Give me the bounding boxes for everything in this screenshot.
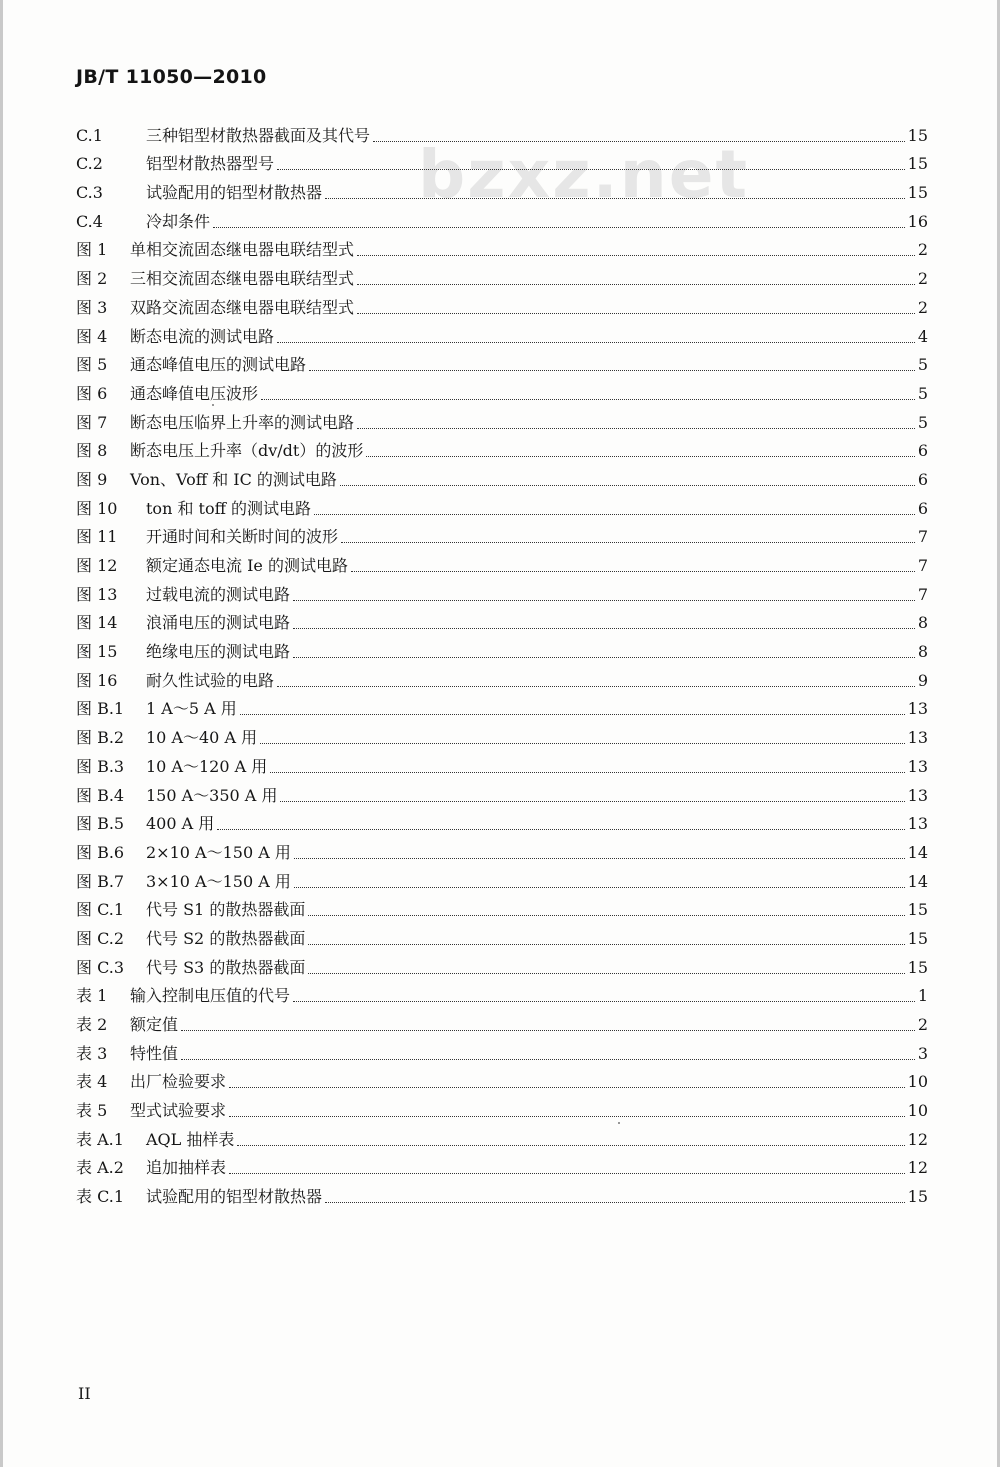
toc-entry — [76, 777, 928, 806]
toc-entry-label: 图 13 — [76, 584, 118, 604]
toc-entry-title: 开通时间和关断时间的波形 — [146, 527, 339, 547]
toc-entry-label: C.2 — [76, 154, 103, 174]
dot-leader — [308, 944, 904, 945]
toc-entry-label: 图 16 — [76, 670, 118, 690]
toc-entry-page: 13 — [907, 728, 928, 748]
toc-entry — [76, 146, 928, 175]
toc-entry-page: 4 — [917, 326, 928, 346]
scan-speck — [212, 404, 214, 406]
toc-entry — [76, 433, 928, 462]
dot-leader — [229, 1116, 905, 1117]
dot-leader — [325, 1202, 905, 1203]
toc-entry — [76, 519, 928, 548]
toc-entry-title: 400 A 用 — [146, 814, 215, 834]
toc-entry — [76, 1064, 928, 1093]
toc-entry — [76, 232, 928, 261]
dot-leader — [237, 1145, 904, 1146]
toc-entry-title: 代号 S1 的散热器截面 — [146, 900, 306, 920]
toc-entry — [76, 834, 928, 863]
toc-entry-page: 2 — [917, 269, 928, 289]
document-code-header: JB/T 11050—2010 — [76, 66, 267, 88]
watermark: bzxz.net — [418, 136, 750, 213]
toc-entry-title: 150 A～350 A 用 — [146, 785, 278, 805]
toc-entry-page: 14 — [907, 842, 928, 862]
toc-entry-title: 10 A～120 A 用 — [146, 756, 268, 776]
toc-entry-page: 6 — [917, 469, 928, 489]
toc-entry-title: 断态电压上升率（dv/dt）的波形 — [130, 441, 364, 461]
dot-leader — [341, 542, 915, 543]
toc-entry — [76, 461, 928, 490]
toc-entry-title: 型式试验要求 — [130, 1101, 227, 1121]
toc-entry-label: 表 1 — [76, 986, 108, 1006]
dot-leader — [229, 1087, 905, 1088]
toc-entry-title: 通态峰值电压的测试电路 — [130, 355, 307, 375]
toc-entry-title: 额定值 — [130, 1015, 179, 1034]
toc-entry-page: 1 — [917, 986, 928, 1006]
toc-entry-label: 图 12 — [76, 556, 118, 575]
toc-entry-page: 5 — [917, 355, 928, 375]
toc-entry — [76, 863, 928, 892]
toc-entry-label: 图 C.2 — [76, 928, 125, 948]
toc-entry-page: 7 — [917, 584, 928, 604]
dot-leader — [277, 686, 915, 687]
toc-entry-page: 13 — [907, 785, 928, 805]
toc-entry-label: 图 B.1 — [76, 699, 125, 719]
toc-entry-page: 5 — [917, 383, 928, 403]
toc-entry-title: 代号 S2 的散热器截面 — [146, 928, 306, 948]
toc-entry-page: 14 — [907, 871, 928, 891]
toc-entry-title: 浪涌电压的测试电路 — [146, 613, 291, 633]
dot-leader — [308, 973, 904, 974]
toc-entry — [76, 1150, 928, 1179]
dot-leader — [260, 743, 905, 744]
dot-leader — [308, 915, 904, 916]
toc-entry-page: 16 — [907, 211, 928, 231]
toc-entry-label: 图 B.6 — [76, 842, 125, 862]
toc-entry-label: 图 2 — [76, 269, 108, 289]
toc-entry-title: 出厂检验要求 — [130, 1072, 227, 1092]
toc-entry-label: 图 14 — [76, 613, 118, 633]
toc-entry — [76, 289, 928, 318]
dot-leader — [357, 313, 915, 314]
toc-entry-title: 2×10 A～150 A 用 — [146, 842, 291, 862]
toc-entry-page: 12 — [907, 1129, 928, 1149]
toc-entry — [76, 203, 928, 232]
toc-entry-page: 7 — [917, 527, 928, 547]
dot-leader — [293, 600, 915, 601]
toc-entry — [76, 1121, 928, 1150]
toc-entry-label: C.4 — [76, 211, 103, 231]
toc-entry-label: 图 7 — [76, 412, 108, 432]
toc-entry-title: 三种铝型材散热器截面及其代号 — [146, 125, 371, 145]
toc-entry-title: ton 和 toff 的测试电路 — [146, 498, 312, 518]
toc-entry-page: 15 — [907, 154, 928, 174]
dot-leader — [357, 428, 915, 429]
toc-entry-page: 3 — [917, 1043, 928, 1063]
toc-entry-page: 2 — [917, 1015, 928, 1034]
toc-entry-label: 图 15 — [76, 642, 118, 662]
toc-entry-title: 三相交流固态继电器电联结型式 — [130, 269, 355, 289]
toc-entry-page: 15 — [907, 125, 928, 145]
toc-entry-title: AQL 抽样表 — [146, 1129, 235, 1149]
dot-leader — [366, 456, 914, 457]
toc-entry — [76, 404, 928, 433]
dot-leader — [293, 1001, 915, 1002]
toc-entry-label: 表 C.1 — [76, 1187, 125, 1207]
toc-entry-title: 冷却条件 — [146, 211, 211, 231]
toc-entry-page: 5 — [917, 412, 928, 432]
toc-entry-page: 8 — [917, 613, 928, 633]
dot-leader — [340, 485, 915, 486]
toc-entry — [76, 949, 928, 978]
dot-leader — [181, 1030, 915, 1031]
dot-leader — [261, 399, 915, 400]
toc-entry-label: 图 B.4 — [76, 785, 125, 805]
toc-entry-label: 图 C.1 — [76, 900, 125, 920]
dot-leader — [351, 571, 915, 572]
toc-entry-page: 12 — [907, 1158, 928, 1178]
dot-leader — [277, 169, 905, 170]
toc-entry-title: 额定通态电流 Ie 的测试电路 — [146, 556, 348, 575]
toc-entry-title: 绝缘电压的测试电路 — [146, 642, 291, 662]
dot-leader — [373, 141, 905, 142]
dot-leader — [229, 1173, 905, 1174]
toc-entry — [76, 318, 928, 347]
dot-leader — [213, 227, 905, 228]
toc-entry-page: 15 — [907, 183, 928, 203]
toc-entry-title: 断态电流的测试电路 — [130, 326, 275, 346]
toc-entry — [76, 1092, 928, 1121]
toc-entry — [76, 1035, 928, 1064]
toc-entry-label: 图 6 — [76, 383, 108, 403]
toc-entry-page: 2 — [917, 297, 928, 317]
scan-speck — [618, 1122, 620, 1124]
dot-leader — [240, 714, 905, 715]
toc-entry-title: 3×10 A～150 A 用 — [146, 871, 291, 891]
toc-entry-label: C.1 — [76, 125, 103, 145]
toc-entry — [76, 748, 928, 777]
toc-entry — [76, 920, 928, 949]
dot-leader — [280, 801, 904, 802]
dot-leader — [314, 514, 915, 515]
toc-entry — [76, 174, 928, 203]
toc-entry — [76, 375, 928, 404]
toc-entry-title: 输入控制电压值的代号 — [130, 986, 291, 1006]
toc-entry-page: 6 — [917, 498, 928, 518]
toc-entry — [76, 719, 928, 748]
toc-entry-title: Von、Voff 和 IC 的测试电路 — [130, 469, 337, 489]
toc-entry-page: 6 — [917, 441, 928, 461]
toc-entry-label: 图 B.5 — [76, 814, 125, 834]
toc-entry-title: 试验配用的铝型材散热器 — [146, 1187, 323, 1207]
dot-leader — [217, 829, 904, 830]
toc-entry-title: 特性值 — [130, 1043, 179, 1063]
toc-entry-title: 10 A～40 A 用 — [146, 728, 258, 748]
toc-entry — [76, 490, 928, 519]
toc-entry-page: 15 — [907, 957, 928, 977]
toc-entry-label: 图 10 — [76, 498, 118, 518]
toc-entry — [76, 547, 928, 576]
toc-entry — [76, 1006, 928, 1035]
dot-leader — [309, 370, 915, 371]
toc-entry-page: 10 — [907, 1072, 928, 1092]
toc-entry-label: 图 C.3 — [76, 957, 125, 977]
toc-entry-page: 2 — [917, 240, 928, 260]
toc-entry — [76, 892, 928, 921]
toc-entry-page: 15 — [907, 928, 928, 948]
dot-leader — [181, 1059, 915, 1060]
dot-leader — [277, 342, 915, 343]
toc-entry-page: 13 — [907, 814, 928, 834]
toc-entry-label: 图 B.2 — [76, 728, 125, 748]
toc-entry-page: 9 — [917, 670, 928, 690]
toc-entry — [76, 1178, 928, 1207]
toc-entry-label: C.3 — [76, 183, 103, 203]
dot-leader — [270, 772, 904, 773]
toc-entry-label: 表 A.1 — [76, 1129, 124, 1149]
toc-entry-title: 双路交流固态继电器电联结型式 — [130, 297, 355, 317]
dot-leader — [293, 628, 915, 629]
toc-entry-label: 表 A.2 — [76, 1158, 124, 1178]
toc-entry-title: 通态峰值电压波形 — [130, 383, 259, 403]
toc-entry — [76, 576, 928, 605]
toc-entry-label: 图 8 — [76, 441, 108, 461]
dot-leader — [294, 858, 905, 859]
toc-entry-label: 图 1 — [76, 240, 108, 260]
toc-entry-page: 7 — [917, 556, 928, 575]
toc-entry-label: 图 5 — [76, 355, 108, 375]
toc-entry-page: 10 — [907, 1101, 928, 1121]
toc-entry-label: 图 9 — [76, 469, 108, 489]
toc-entry-label: 图 3 — [76, 297, 108, 317]
dot-leader — [357, 284, 915, 285]
toc-entry-title: 铝型材散热器型号 — [146, 154, 275, 174]
toc-entry-label: 图 4 — [76, 326, 108, 346]
toc-entry-title: 单相交流固态继电器电联结型式 — [130, 240, 355, 260]
toc-entry — [76, 806, 928, 835]
dot-leader — [293, 657, 915, 658]
table-of-contents — [76, 117, 928, 1207]
toc-entry — [76, 978, 928, 1007]
dot-leader — [325, 198, 905, 199]
dot-leader — [294, 887, 905, 888]
toc-entry-page: 13 — [907, 756, 928, 776]
toc-entry-label: 表 5 — [76, 1101, 108, 1121]
toc-entry-page: 15 — [907, 900, 928, 920]
toc-entry-title: 追加抽样表 — [146, 1158, 227, 1178]
toc-entry-title: 试验配用的铝型材散热器 — [146, 183, 323, 203]
toc-entry — [76, 691, 928, 720]
page-edge-left — [0, 0, 3, 1467]
toc-entry-label: 表 4 — [76, 1072, 108, 1092]
toc-entry-title: 过载电流的测试电路 — [146, 584, 291, 604]
toc-entry — [76, 662, 928, 691]
toc-entry-page: 8 — [917, 642, 928, 662]
toc-entry-label: 图 11 — [76, 527, 118, 547]
toc-entry — [76, 117, 928, 146]
toc-entry-label: 图 B.7 — [76, 871, 125, 891]
toc-entry-label: 表 3 — [76, 1043, 108, 1063]
toc-entry — [76, 605, 928, 634]
dot-leader — [357, 255, 915, 256]
toc-entry-label: 表 2 — [76, 1015, 108, 1034]
toc-entry-page: 15 — [907, 1187, 928, 1207]
toc-entry-title: 1 A～5 A 用 — [146, 699, 237, 719]
toc-entry — [76, 347, 928, 376]
toc-entry-title: 代号 S3 的散热器截面 — [146, 957, 306, 977]
toc-entry — [76, 260, 928, 289]
toc-entry-page: 13 — [907, 699, 928, 719]
page-number: II — [78, 1384, 91, 1403]
toc-entry-label: 图 B.3 — [76, 756, 125, 776]
toc-entry-title: 断态电压临界上升率的测试电路 — [130, 412, 355, 432]
toc-entry — [76, 633, 928, 662]
toc-entry-title: 耐久性试验的电路 — [146, 670, 275, 690]
